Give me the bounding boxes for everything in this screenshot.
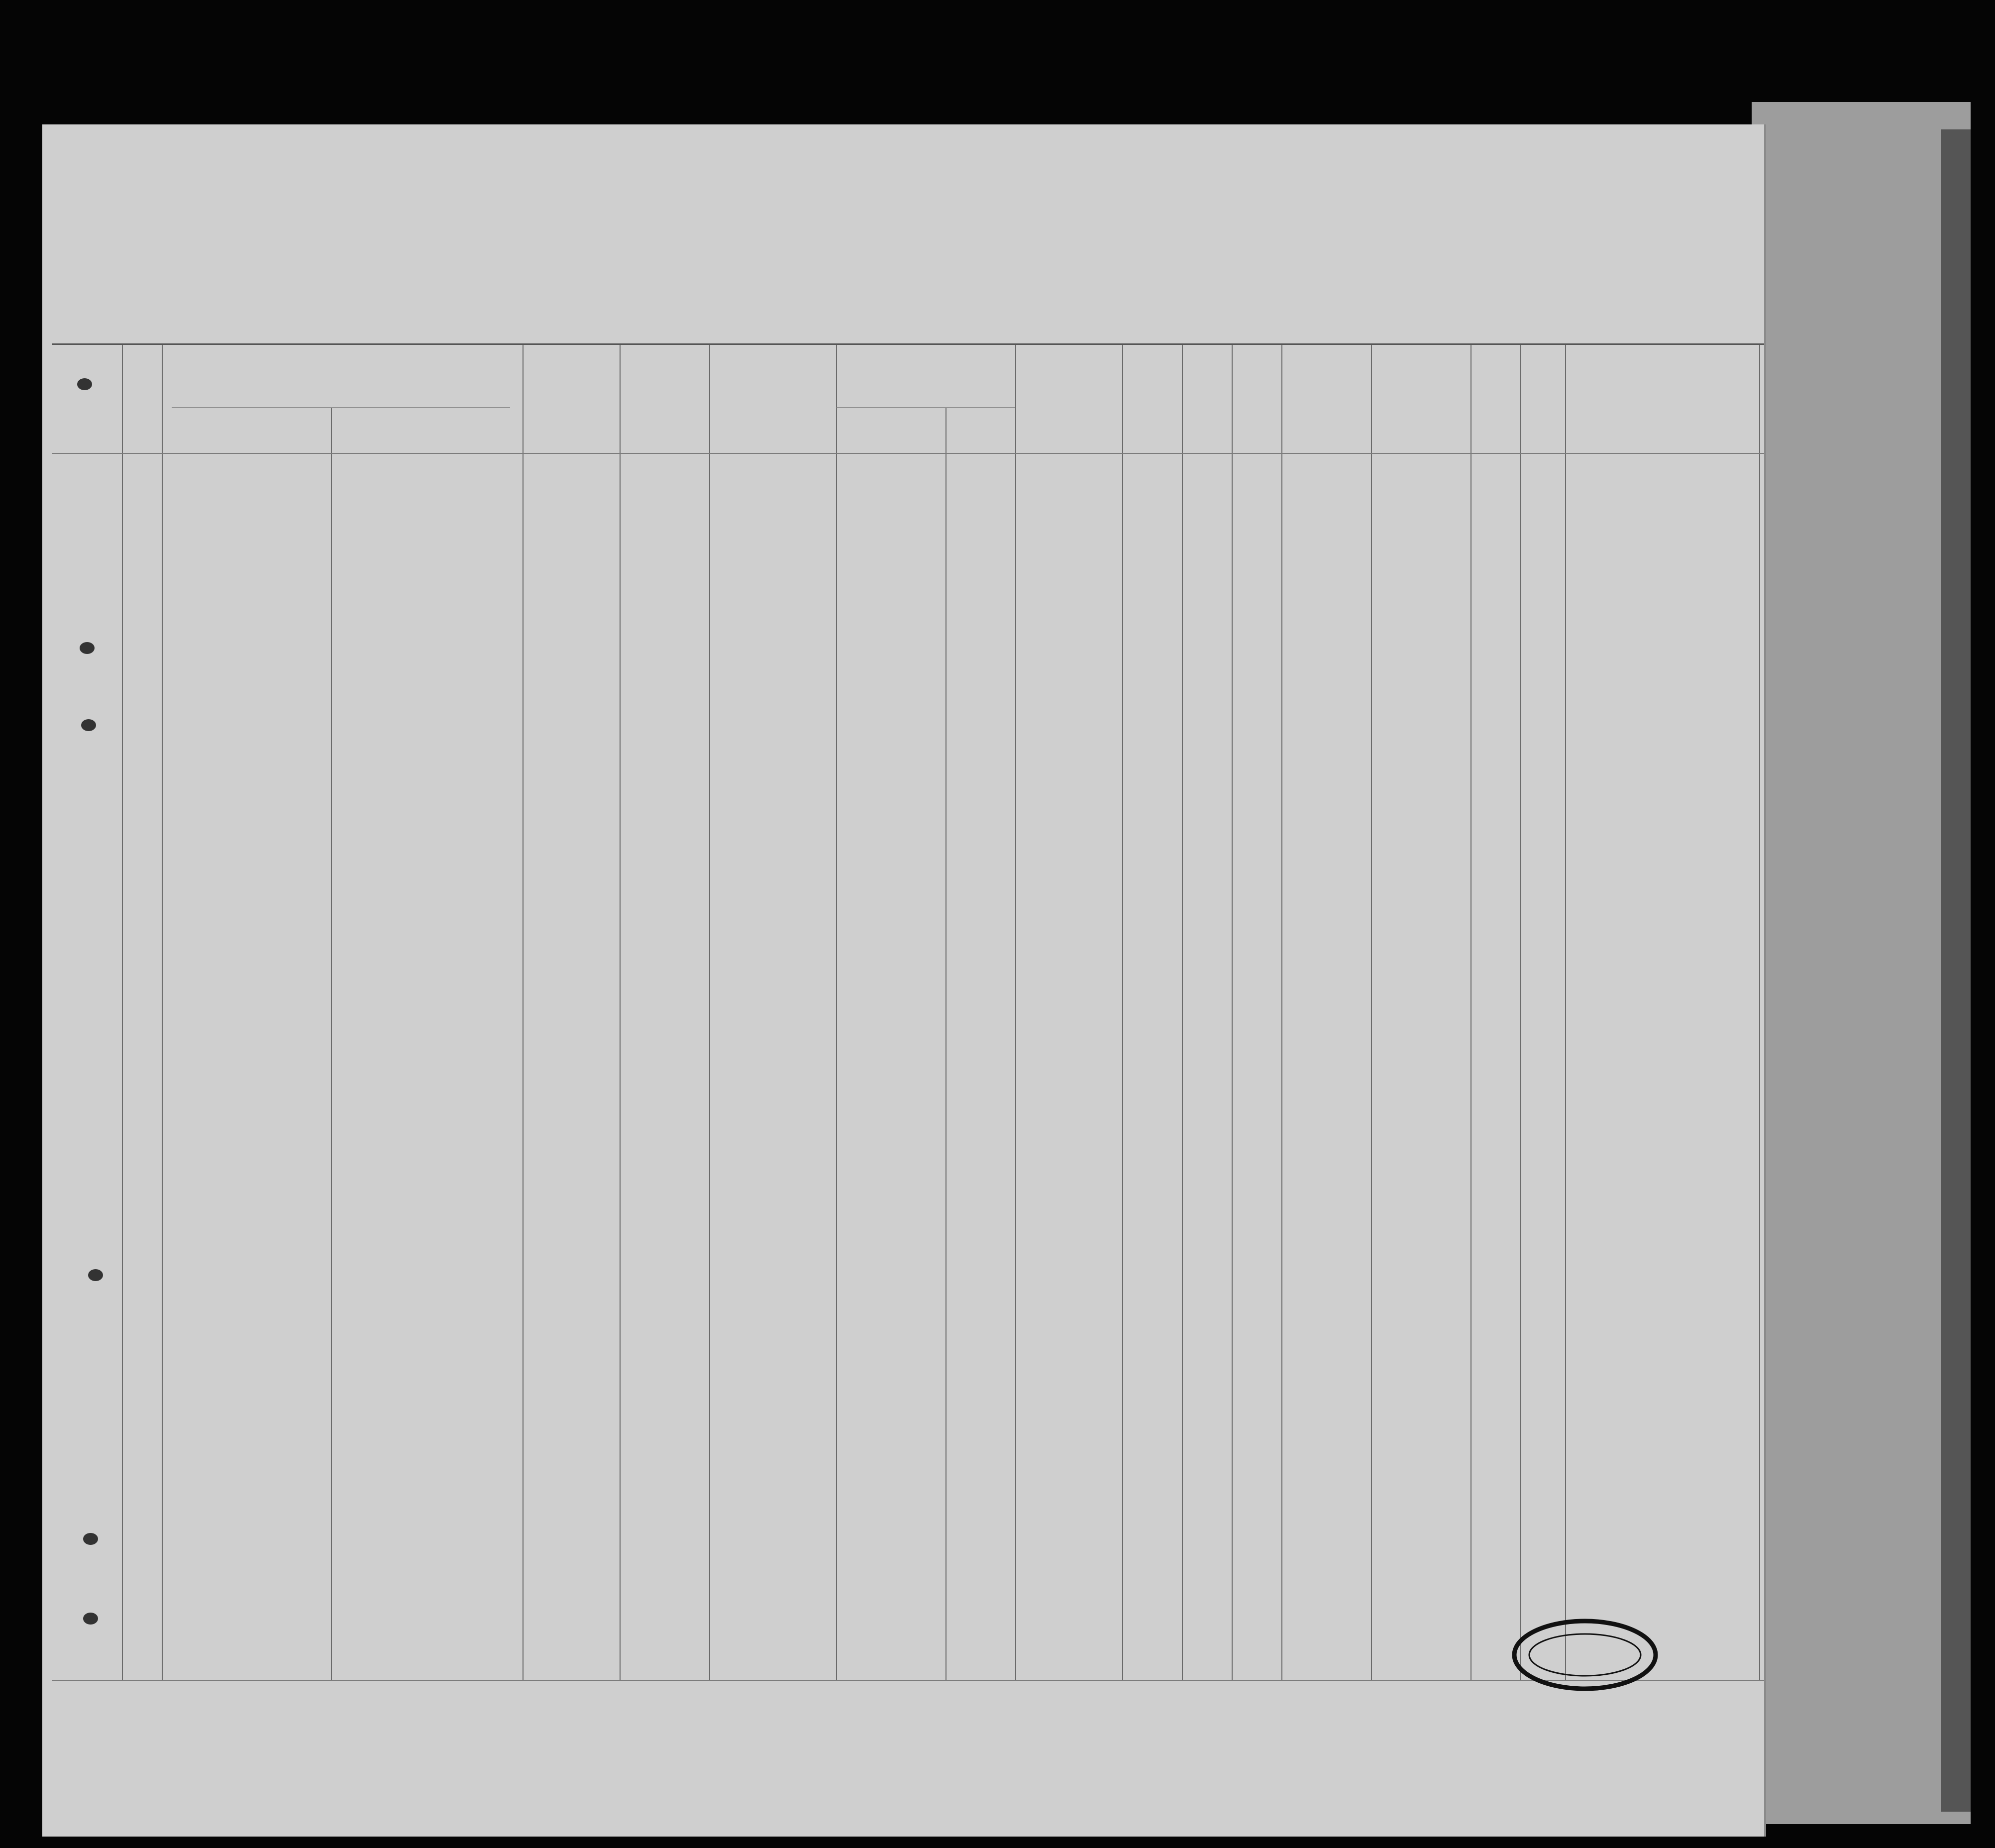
column-divider [836, 345, 837, 1680]
backing-sheet [1752, 102, 1971, 1824]
punch-hole [83, 1533, 98, 1545]
punch-hole [83, 1613, 98, 1625]
punch-hole [80, 642, 95, 654]
name-subheader-line [172, 407, 510, 408]
column-divider [1232, 345, 1233, 1680]
shipped-subheader-line [836, 407, 1015, 408]
manifest-sheet [42, 124, 1766, 1837]
column-divider [162, 345, 163, 1680]
column-divider [1281, 345, 1282, 1680]
stamp-oval-icon [1510, 1618, 1660, 1692]
column-divider [1470, 345, 1471, 1680]
table-bottom-border [52, 1680, 1764, 1681]
column-divider [620, 345, 621, 1680]
column-divider [709, 345, 710, 1680]
column-divider [1122, 345, 1123, 1680]
backing-sheet-edge [1941, 129, 1971, 1812]
header-bottom-border [52, 453, 1764, 454]
column-divider [1015, 345, 1016, 1680]
table-top-border [52, 343, 1764, 345]
punch-hole [77, 378, 92, 390]
column-divider [1371, 345, 1372, 1680]
name-split-divider [331, 408, 332, 1680]
punch-hole [81, 719, 96, 731]
column-divider [122, 345, 123, 1680]
column-divider [523, 345, 524, 1680]
column-divider [1759, 345, 1760, 1680]
column-divider [1565, 345, 1566, 1680]
punch-hole [88, 1269, 103, 1281]
shipped-split-divider [945, 408, 946, 1680]
column-divider [1182, 345, 1183, 1680]
shipping-stamp [1510, 1618, 1660, 1692]
column-divider [1520, 345, 1521, 1680]
